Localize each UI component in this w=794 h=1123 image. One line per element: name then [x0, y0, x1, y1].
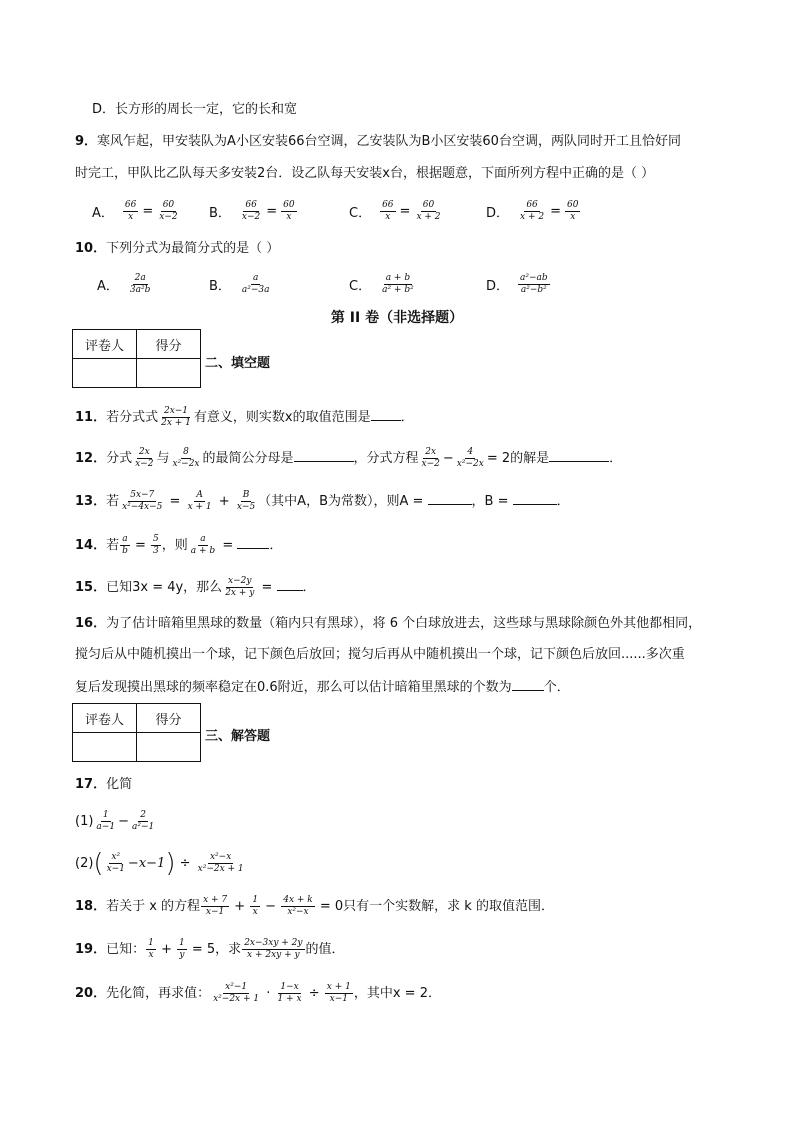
q9-line1 [75, 132, 681, 152]
q10-option-b [209, 273, 273, 296]
q10-option-c [349, 273, 417, 296]
q14-line: 14．若 $\frac{a}{b}$ = $\frac{5}{3}$ ，则 $\frac{a}{a + b}$ = ． [75, 534, 283, 556]
fraction: $\frac{x-2y}{2x + y}$ [225, 576, 255, 598]
q17-part1: (1) $\frac{1}{a-1}$ − $\frac{2}{\text{a²−1}}$ [75, 810, 155, 832]
q10-options [92, 273, 732, 299]
answer-blank[interactable] [512, 676, 544, 691]
fraction: $\frac{1}{a-1}$ [96, 810, 116, 832]
fraction: $\frac{60}{x}$ [567, 200, 579, 222]
q12-line: 12．分式 $\frac{2x}{x-2}$ 与 $\frac{8}{\text{x²−2x}}$ 的最简公分母是 ，分式方程 $\frac{2x}{x-2}$ − $\frac{4}{\text{x²−2x}}$ = 2的解是 ． [75, 447, 623, 469]
answer-blank[interactable] [237, 534, 269, 549]
fraction: $\frac{1-x}{1 + x}$ [277, 982, 302, 1004]
q9-line2: 时完工，甲队比乙队每天多安装2台．设乙队每天安装x台，根据题意，下面所列方程中正确的是（ ） [75, 166, 655, 181]
q10-line [75, 239, 279, 259]
fraction: $\frac{4x + k}{\text{x²−x}}$ [283, 895, 313, 917]
answer-blank[interactable] [428, 490, 472, 505]
fraction: $\frac{8}{\text{x²−2x}}$ [172, 447, 200, 469]
option-label: D． [486, 279, 510, 294]
fraction: $\frac{\text{a²−ab}}{\text{a²−b²}}$ [520, 273, 548, 295]
answer-blank[interactable] [294, 447, 354, 462]
fraction: $\frac{2a}{\text{3a²b}}$ [129, 273, 151, 295]
fraction: $\frac{a + b}{\text{a² + b²}}$ [382, 273, 414, 295]
question-text: 下列分式为最简分式的是（ ） [106, 241, 280, 256]
option-label: B． [209, 206, 231, 221]
fraction: $\frac{5}{3}$ [153, 534, 159, 556]
fraction: $\frac{2x-1}{2x + 1}$ [161, 406, 191, 428]
fraction: $\frac{60}{x-2}$ [159, 200, 178, 222]
fraction: $\frac{\text{x²−1}}{\text{x²−2x + 1}}$ [213, 982, 260, 1004]
reviewer-header: 评卷人 [73, 330, 137, 359]
fraction: $\frac{66}{x}$ [382, 200, 394, 222]
q15-line: 15．已知3x = 4y，那么 $\frac{x-2y}{2x + y}$ = ． [75, 576, 316, 598]
q16-line1: 16．为了估计暗箱里黑球的数量（箱内只有黑球），将 6 个白球放进去，这些球与黑球除颜色外其他都相同， [75, 616, 702, 631]
option-label: D． [92, 102, 116, 117]
section-fill-label: 二、填空题 [205, 356, 271, 371]
question-number: 10． [75, 241, 107, 256]
score-cell[interactable] [137, 359, 201, 388]
score-header: 得分 [137, 704, 201, 733]
q19-line: 19．已知： $\frac{1}{x}$ + $\frac{1}{y}$ = 5，求 $\frac{2x-3xy + 2y}{x + 2xy + y}$ 的值． [75, 938, 345, 960]
q8-option-d [92, 100, 297, 120]
q9-option-a: A． $\frac{66}{x}$ = $\frac{60}{x-2}$ [92, 200, 178, 222]
q9-options [92, 200, 732, 226]
fraction: $\frac{a}{b}$ [122, 534, 128, 556]
section-2-title: 第 II 卷（非选择题） [330, 310, 464, 326]
fraction: $\frac{66}{x + 2}$ [520, 200, 545, 222]
option-label: A． [92, 206, 114, 221]
question-text: 寒风乍起，甲安装队为A小区安装66台空调，乙安装队为B小区安装60台空调，两队同时开工且恰好同 [97, 134, 681, 149]
fraction: $\frac{2x}{x-2}$ [135, 447, 154, 469]
option-label: C． [349, 279, 372, 294]
q16-line3: 复后发现摸出黑球的频率稳定在0.6附近，那么可以估计暗箱里黑球的个数为 个． [75, 676, 570, 698]
q11-line: 11．若分式式 $\frac{2x-1}{2x + 1}$ 有意义，则实数x的取值范围是 ． [75, 406, 414, 428]
q18-line: 18．若关于 x 的方程 $\frac{x + 7}{x-1}$ + $\frac{1}{x}$ − $\frac{4x + k}{\text{x²−x}}$ = 0只有一个实数解，求 k 的取值范围． [75, 895, 554, 917]
q13-line: 13．若 $\frac{5x-7}{\text{x²−4x−5}}$ = $\frac{A}{x + 1}$ + $\frac{B}{x-5}$ （其中A，B为常数），则A = ，B = ． [75, 490, 570, 512]
fraction: $\frac{B}{x-5}$ [236, 490, 256, 512]
fraction: $\frac{1}{x}$ [252, 895, 259, 917]
q17-part2: (2)( $\frac{\text{x²}}{x-1}$ −x−1) ÷ $\frac{\text{x²−x}}{\text{x²−2x + 1}}$ [75, 848, 244, 879]
fraction: $\frac{60}{x}$ [283, 200, 295, 222]
option-label: A． [97, 279, 119, 294]
fraction: $\frac{2x}{x-2}$ [421, 447, 440, 469]
answer-blank[interactable] [513, 490, 557, 505]
fraction: $\frac{5x-7}{\text{x²−4x−5}}$ [122, 490, 163, 512]
reviewer-cell[interactable] [73, 733, 137, 762]
q10-option-a [97, 273, 153, 296]
question-number: 9． [75, 134, 98, 149]
fraction: $\frac{60}{x + 2}$ [416, 200, 441, 222]
score-table-fill [72, 329, 201, 388]
option-text: 长方形的周长一定，它的长和宽 [115, 102, 298, 117]
option-label: C． [349, 206, 372, 221]
score-table-answer [72, 703, 201, 762]
fraction: $\frac{66}{x-2}$ [241, 200, 261, 222]
answer-blank[interactable] [371, 406, 401, 421]
option-label: D． [486, 206, 510, 221]
q9-option-d: D． $\frac{66}{x + 2}$ = $\frac{60}{x}$ [486, 200, 579, 222]
q20-line: 20．先化简，再求值： $\frac{\text{x²−1}}{\text{x²−2x + 1}}$ · $\frac{1-x}{1 + x}$ ÷ $\frac{x + 1}{x-1}$ ，其中x = 2． [75, 982, 441, 1004]
fraction: $\frac{a}{a + b}$ [190, 534, 216, 556]
answer-blank[interactable] [277, 576, 303, 591]
fraction: $\frac{a}{\text{a²−3a}}$ [241, 273, 270, 295]
fraction: $\frac{2}{\text{a²−1}}$ [131, 810, 155, 832]
fraction: $\frac{\text{x²}}{x-1}$ [106, 852, 125, 874]
fraction: $\frac{1}{y}$ [179, 938, 185, 960]
fraction: $\frac{66}{x}$ [124, 200, 137, 222]
reviewer-header: 评卷人 [73, 704, 137, 733]
q10-option-d [486, 273, 551, 296]
q9-option-b: B． $\frac{66}{x-2}$ = $\frac{60}{x}$ [209, 200, 295, 222]
fraction: $\frac{A}{x + 1}$ [187, 490, 212, 512]
score-header: 得分 [137, 330, 201, 359]
fraction: $\frac{1}{x}$ [148, 938, 154, 960]
fraction: $\frac{x + 7}{x-1}$ [203, 895, 228, 917]
option-label: B． [209, 279, 231, 294]
q17-line: 17．化简 [75, 777, 133, 792]
fraction: $\frac{\text{x²−x}}{\text{x²−2x + 1}}$ [197, 852, 244, 874]
fraction: $\frac{2x-3xy + 2y}{x + 2xy + y}$ [244, 938, 303, 960]
q16-line2: 搅匀后从中随机摸出一个球，记下颜色后放回；搅匀后再从中随机摸出一个球，记下颜色后放回......多次重 [75, 647, 685, 662]
score-cell[interactable] [137, 733, 201, 762]
reviewer-cell[interactable] [73, 359, 137, 388]
fraction: $\frac{x + 1}{x-1}$ [326, 982, 351, 1004]
answer-blank[interactable] [549, 447, 609, 462]
section-answer-label: 三、解答题 [205, 729, 271, 744]
q9-option-c: C． $\frac{66}{x}$ = $\frac{60}{x + 2}$ [349, 200, 441, 222]
fraction: $\frac{4}{\text{x²−2x}}$ [456, 447, 484, 469]
